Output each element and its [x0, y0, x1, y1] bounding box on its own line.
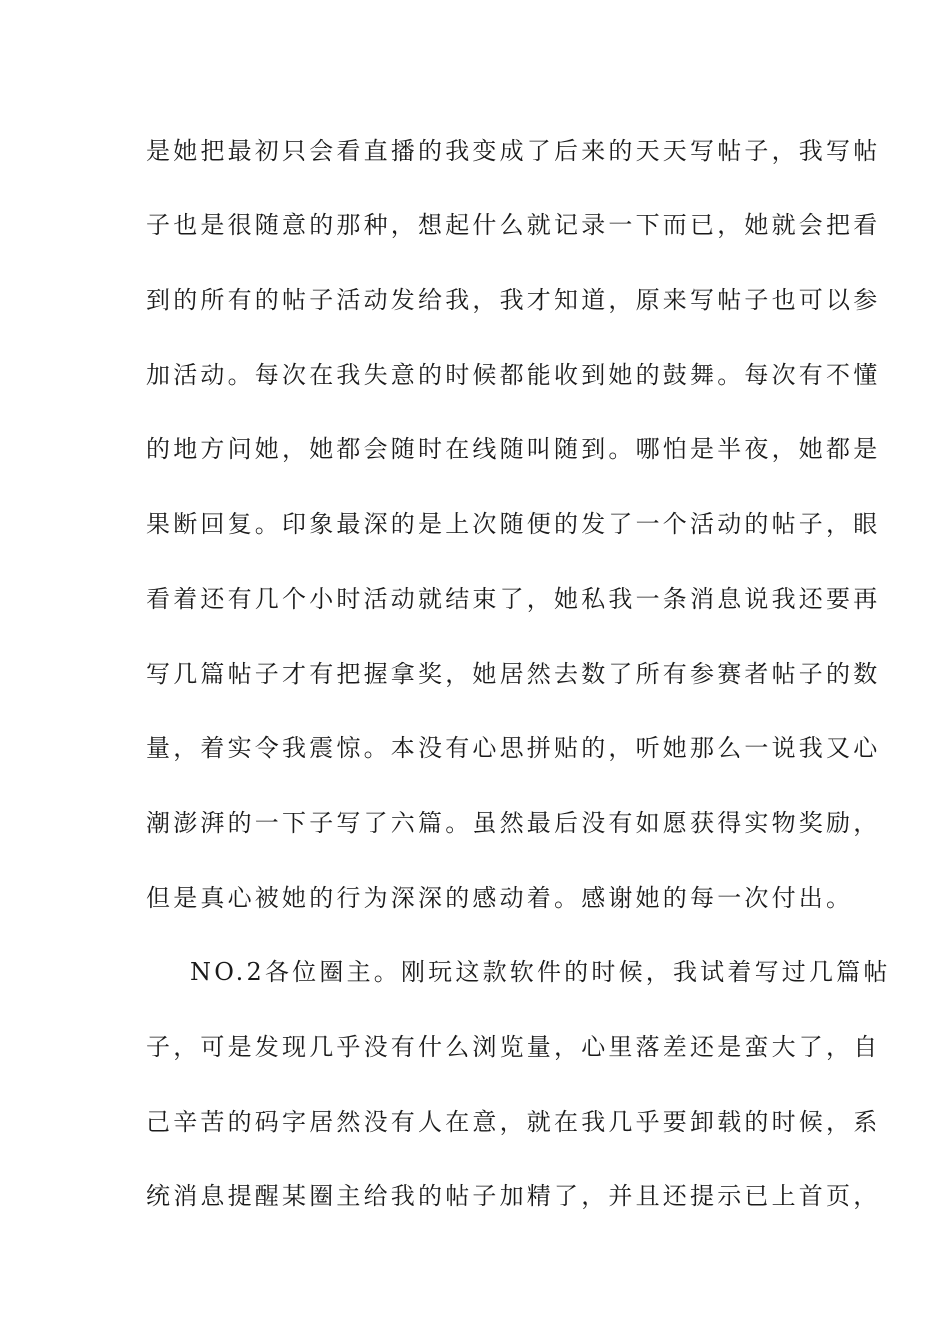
- text-line: 看着还有几个小时活动就结束了，她私我一条消息说我还要再: [146, 585, 881, 613]
- paragraph-start-line: NO.2各位圈主。刚玩这款软件的时候，我试着写过几篇帖: [190, 958, 891, 986]
- text-line: 己辛苦的码字居然没有人在意，就在我几乎要卸载的时候，系: [146, 1108, 881, 1136]
- text-line: 加活动。每次在我失意的时候都能收到她的鼓舞。每次有不懂: [146, 361, 881, 389]
- text-line: 潮澎湃的一下子写了六篇。虽然最后没有如愿获得实物奖励，: [146, 809, 881, 837]
- text-line: 但是真心被她的行为深深的感动着。感谢她的每一次付出。: [146, 884, 854, 912]
- text-line: 子也是很随意的那种，想起什么就记录一下而已，她就会把看: [146, 211, 881, 239]
- text-line: 到的所有的帖子活动发给我，我才知道，原来写帖子也可以参: [146, 286, 881, 314]
- text-line: 子，可是发现几乎没有什么浏览量，心里落差还是蛮大了，自: [146, 1033, 881, 1061]
- text-line: 量，着实令我震惊。本没有心思拼贴的，听她那么一说我又心: [146, 734, 881, 762]
- text-line: 写几篇帖子才有把握拿奖，她居然去数了所有参赛者帖子的数: [146, 660, 881, 688]
- text-line: 是她把最初只会看直播的我变成了后来的天天写帖子，我写帖: [146, 137, 881, 165]
- text-line: 果断回复。印象最深的是上次随便的发了一个活动的帖子，眼: [146, 510, 881, 538]
- text-line: 的地方问她，她都会随时在线随叫随到。哪怕是半夜，她都是: [146, 435, 881, 463]
- text-line: 统消息提醒某圈主给我的帖子加精了，并且还提示已上首页，: [146, 1182, 881, 1210]
